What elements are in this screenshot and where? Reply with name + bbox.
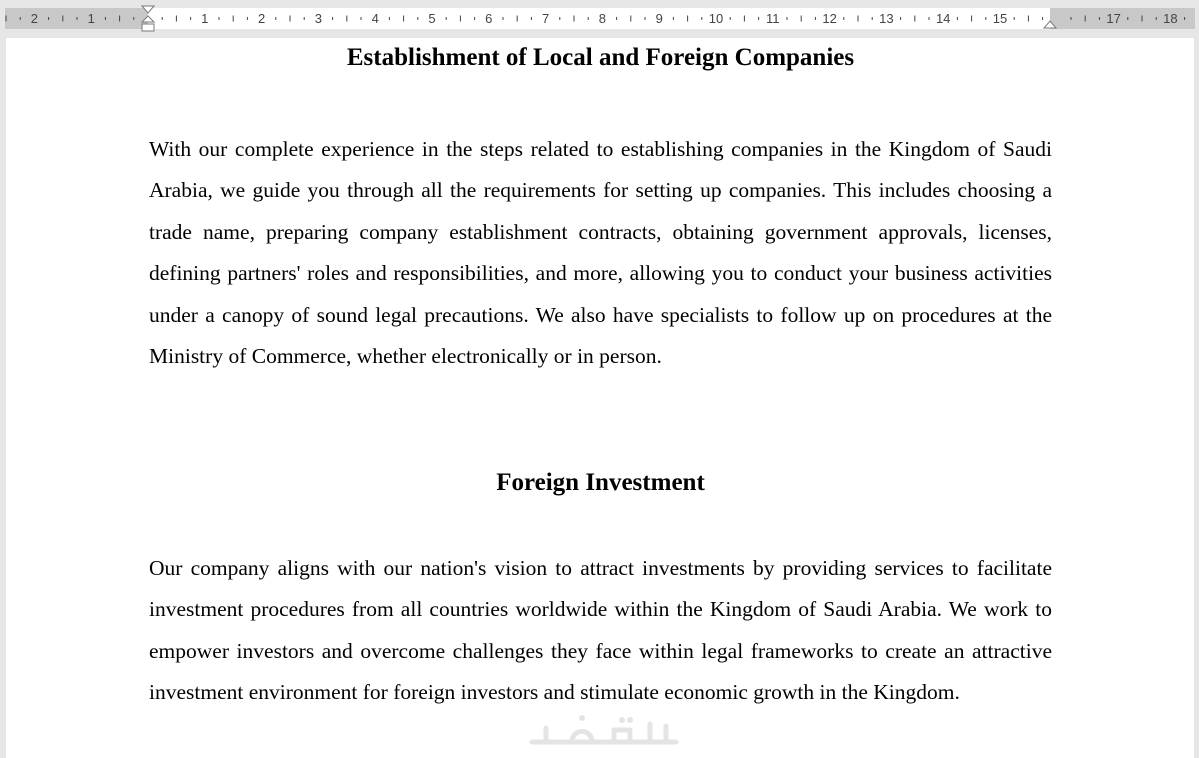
ruler-label: 5 xyxy=(428,11,436,26)
hanging-indent-marker[interactable] xyxy=(142,16,154,22)
ruler-label: 8 xyxy=(598,11,607,26)
ruler-label: 12 xyxy=(822,11,837,26)
ruler-label: 4 xyxy=(371,11,379,26)
ruler-label: 1 xyxy=(201,11,209,26)
khamsat-logo-watermark xyxy=(526,706,686,756)
ruler-label: 6 xyxy=(485,11,493,26)
horizontal-ruler[interactable] xyxy=(0,0,1199,38)
ruler-label: 3 xyxy=(314,11,323,26)
document-page[interactable] xyxy=(6,38,1194,758)
heading-foreign-investment: Foreign Investment xyxy=(496,469,705,496)
ruler-label: 17 xyxy=(1106,11,1121,26)
ruler-label: 14 xyxy=(935,11,951,26)
ruler-label: 2 xyxy=(30,11,39,26)
left-indent-marker[interactable] xyxy=(142,24,154,31)
ruler-label: 7 xyxy=(541,11,550,26)
ruler-label: 13 xyxy=(879,11,894,26)
ruler-label: 9 xyxy=(655,11,663,26)
ruler-ticks xyxy=(0,0,1199,38)
first-line-indent-marker[interactable] xyxy=(142,6,154,13)
ruler-label: 10 xyxy=(708,11,724,26)
right-indent-marker[interactable] xyxy=(1044,21,1056,28)
ruler-label: 2 xyxy=(257,11,266,26)
ruler-label: 11 xyxy=(766,11,780,26)
paragraph-establishment: With our complete experience in the steps related to establishing companies in the Kingdom of Saudi Arabia, we guide you through all the requirements for setting up companies. This includes choosing a trade name, preparing company establishment contracts, obtaining government approvals, licenses, defining partners' roles and responsibilities, and more, allowing you to conduct your business activities under a canopy of sound legal precautions. We also have specialists to follow up on procedures at the Ministry of Commerce, whether electronically or in person. xyxy=(149,137,1052,369)
paragraph-foreign-investment: Our company aligns with our nation's vision to attract investments by providing services to facilitate investment procedures from all countries worldwide within the Kingdom of Saudi Arabia. We work to empower investors and overcome challenges they face within legal frameworks to create an attractive investment environment for foreign investors and stimulate economic growth in the Kingdom. xyxy=(149,556,1052,705)
ruler-label: 1 xyxy=(87,11,95,26)
heading-establishment: Establishment of Local and Foreign Companies xyxy=(346,44,855,71)
ruler-label: 15 xyxy=(992,11,1008,26)
ruler-label: 18 xyxy=(1163,11,1178,26)
